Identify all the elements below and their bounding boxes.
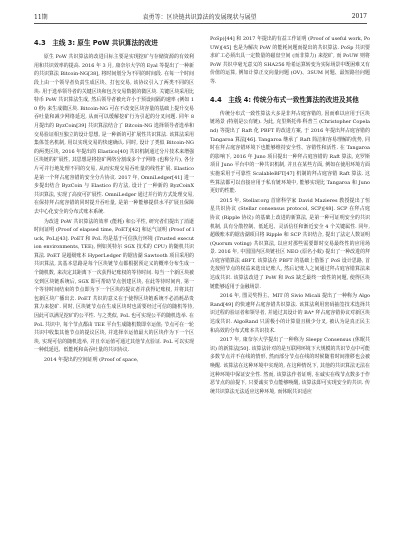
body-paragraph: 为改进 PoW 共识算法的效率 (能耗) 和公平性, 研究者们提出了消逝时间证明 (Proof of elapsed time, PoET)[42] 和运气证明 (Proof of luck, PoL)[43]. PoET 和 PoL 均是基于可信执行环境 (Trusted execution environments, TEE), 例如英特尔 SGX 技术的 CPU) 的随机共识算法. PoET 是超级账本 HyperLedger 的锯齿湖 Sawtooth 项目采用的共识算法, 其基本思路是每个区块链节点都根据预定义的概率分布生成一个随机数, 来决定其距离下一次获得记账权的等待时间. 每当一个新区块被交到区块链系统后, SGX 即可帮助节点创建区块, 在此等待时间内, 第一个等待时间结束的节点即为下一个区块的提议者并获得记账权, 并将其打包新区块广播出去. PoET 共识的意义在于使得区块链系统不必消耗昂贵算力来挖矿. 同时, 区块链节点在生成区块时也需要经过可信的随机等待, 因此可以满足挖矿的公平性. 与之类似, PoL 也可实现公平的随机选举. 在 PoL 共识中, 每个节点都由 TEE 平台生成随机数即幸运值; 节点可在一轮共识中收集其他节点的提议区块, 并选择幸运值最大的区块作为下一个区块, 实现可信的随机选举, 并且幸运值可通过其他节点验证. PoL 可以实现一种低延迟、低能耗和高吞吐量的共识协议. (34, 218, 194, 354)
header-year: 2017 (351, 12, 367, 20)
running-title: 袁勇等：区块链共识算法的发展现状与展望 (142, 13, 257, 21)
body-paragraph: 传统分布式一致性算法大多是非拜占庭容错的, 因而难以应用于区块链场景 (特别是公有链). 为此, 克里斯托弗·科普兰 (Christopher Copeland) 等提出了 Raft 化 PBFT 的改进方案, 于 2016 年提出拜占庭容错的 Tangaroa 算法[46]. Tangaroa 继承了 Raft 简洁和容易理解的优势, 同时在拜占庭容错环境下也能够维持安全性、容错性和活性. 在 Tangaroa 的影响下, 2016 年 Juno 项目提出一种拜占庭容错的 Raft 算法, 克罗斯项目 Juno 平台中的一种共识机制, 并且在某些方面, 例如在使用环境方面实施采用于可靠性 ScalableBFT[47] 机制的拜占庭容错 Raft 算法. 这些算法都可以直接应用于私有链环境中, 能够实现比 Tangaroa 和 Juno 更好的性能. (210, 110, 370, 195)
body-paragraph: 2015 年, Stellar.org 首席科学家 David Mazieres 教授提出了恒星共识协议 (Stellar consensus protocol, SCP)[48]. SCP 在拜占庭协议 (Ripple 协议) 的基础上改进的新算法, 是第一种可证明安全的共识机制, 具有分散控制、低延迟、灵活信任和渐近安全 4 个关键属性. 同年, 超级账本的锯齿湖项目将 Ripple 和 SCP 共识结合, 提出了法定人数证明 (Quorum voting) 共识算法, 以应对那些需要即时交易最终性的应用场景. 2016 年, 中国国内区块链社区 NEO (原名小蚁) 提出了一种改进的拜占庭容错算法 dBFT, 该算法在 PBFT 的基础上借鉴了 PoS 设计思路, 首先按照节点的权益来选出记账人, 然后记账人之间通过拜占庭容错算法来达成共识. 该算法改进了 PoW 和 PoS 缺乏最终一致性的问题, 使得区块链能够适用于金融场景. (210, 197, 370, 290)
body-paragraph: 原生 PoW 共识算法的改进目标主要是实现挖矿与存储资源的有效利用和共识效率的提高. 2016 年 3 月, 康奈尔大学的 Eyal 等提出了一种新的共识算法 Bitcoin-NG[38], 将时间划分为不同的时间段. 在每一个时间段上由一个领导者负责生成区块、打包交易, 该协议引入了两类不同的区块: 用于选举领导者的关键区块和包含交易数据的微区块. 关键区块采用比特币 PoW 共识算法生成, 然后领导者被允许小于预设间隔的速率 (例如 10 秒) 来生成微区块. Bitcoin-NG 可在不改变区块容量的基础上提升交易吞吐量和减少网络延迟, 从而可以缓解挖矿行为引起的分叉问题. 同年 8 月提出的 ByzCoin[39] 共识算法结合了 Bitcoin-NG 选择领导者选举和交易验证相互独立的设计思想, 是一种新的可扩展性共识算法. 该算法采用集体签名机制, 用以实现交易的快速确认. 同时, 设计了类似 Bitcoin-NG 的两类区块, 2016 年提出的 Elastico[40] 共识机制通过分片技术来增强区块链的扩展性, 其思想是将挖矿网络分割成多个子网络 (也称分片), 各分片可并行地处理不同的交易, 从而实现交易吞吐量的线性扩展. Elastico 是第一个拜占庭容错的安全分片协议. 2017 年, OmniLedger[41] 进一步提出结合 ByzCoin 与 Elastico 的方法, 设计了一种新的 ByzCoinX 共识算法, 实现了高度可扩展性. OmniLedger 通过并行的方式处理交易, 在保持拜占庭容错的同时提升吞吐量, 是第一种能够提供水平扩展且保障去中心化安全的分布式账本系统. (34, 54, 194, 215)
running-header (34, 9, 367, 24)
right-column (210, 35, 370, 397)
page-number: 11期 (34, 13, 48, 21)
body-paragraph: 2016 年, 图灵奖得主、MIT 的 Sivio Micali 提出了一种称为 AlgoRand[49] 的快速拜占庭容错共识算法. 该算法利用密码抽签技术选择共识过程的验证者和领导者, 并通过其设计的 BA* 拜占庭容错协议对新区块达成共识. AlgoRand 只需极小的计算量且极少分叉, 被认为是真正民主和高效的分布式账本共识技术. (210, 293, 370, 334)
left-column (34, 35, 194, 366)
body-paragraph: 2017 年, 康奈尔大学提出了一种称为 Sleepy Consensus (休眠共识) 的新算法[50]. 该算法针对的是互联网环境下大规模的共识节点中可能多数节点并不在线的情形, 然而部分节点在线的时候随着时间推移也会被唤醒. 该算法在这种环境中实现的, 在这种情况下, 其他的共识算法无法在这种环境中保证安全性. 然而, 该算法作者证明, 在诚实在线节点数多于作恶节点的前提下, 只要诚实节点能够唤醒, 该算法即可实现安全的共识. 传统共识算法无法适应这种环境, 而休眠共识适应 (210, 337, 370, 395)
body-paragraph: 2014 年提出的空间证明 (Proof of space, (43, 357, 139, 364)
section-heading-4-3: 4.3 主线 3: 原生 PoW 共识算法的改进 (34, 39, 158, 47)
section-heading-4-4: 4.4 主线 4: 传统分布式一致性算法的改进及其他 (210, 95, 359, 104)
body-paragraph: PoSp)[44] 和 2017 年提出的有益工作证明 (Proof of useful work, PoUW)[45] 也是为解决 PoW 的能耗问题而提出的共识算法. PoSp 共识要求矿工必须出具一定数量的磁盘空间 (而非算力) 来挖矿, 而 PoUW 则将 PoW 共识中毫无意义的 SHA256 哈希运算转变为实际场景中既困难又有价值的运算, 例如计算正交向量问题 (OV)、3SUM 问题、最短路径问题等. (210, 36, 370, 85)
